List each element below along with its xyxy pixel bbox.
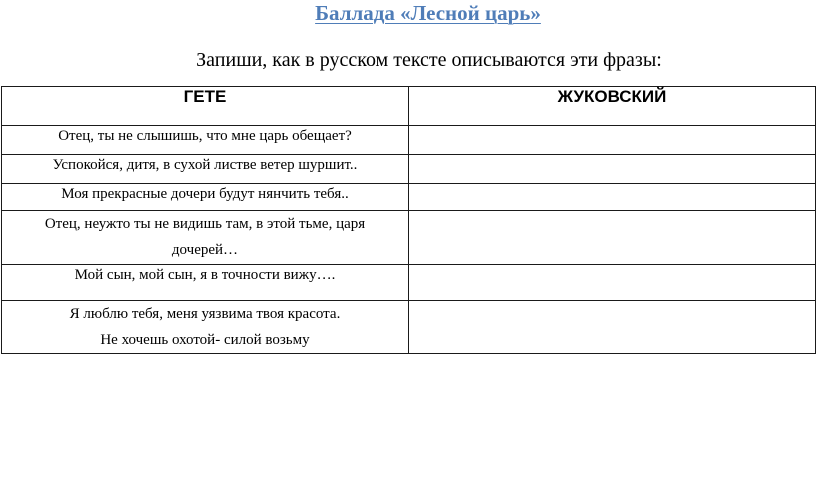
goethe-phrase-cell [2,265,409,301]
zhukovsky-answer-cell[interactable] [409,211,816,265]
document-title: Баллада «Лесной царь» [315,1,541,25]
goethe-phrase-cell [2,211,409,265]
zhukovsky-answer-cell[interactable] [409,265,816,301]
table-row [2,184,816,211]
goethe-phrase-cell [2,184,409,211]
goethe-phrase-line: Моя прекрасные дочери будут нянчить тебя.. [61,186,349,202]
goethe-phrase-cell [2,301,409,354]
goethe-phrase-line: Отец, неужто ты не видишь там, в этой тьме, царя [44,216,366,232]
zhukovsky-answer-cell[interactable] [409,301,816,354]
table-header-row [2,87,816,126]
table-row [2,265,816,301]
goethe-phrase-cell [2,155,409,184]
task-instruction: Запиши, как в русском тексте описываются эти фразы: [196,49,662,71]
goethe-phrase-line: Не хочешь охотой- силой возьму [100,332,310,348]
header-goethe: ГЕТЕ [2,87,409,126]
goethe-phrase-line: дочерей… [171,242,239,258]
goethe-phrase-line: Отец, ты не слышишь, что мне царь обещает? [58,128,352,144]
goethe-phrase-line: Успокойся, дитя, в сухой листве ветер шуршит.. [52,157,358,173]
table-row [2,211,816,265]
zhukovsky-answer-cell[interactable] [409,184,816,211]
goethe-phrase-cell [2,126,409,155]
table-row [2,301,816,354]
zhukovsky-answer-cell[interactable] [409,155,816,184]
zhukovsky-answer-cell[interactable] [409,126,816,155]
phrases-table [1,86,816,354]
table-row [2,126,816,155]
header-zhukovsky: ЖУКОВСКИЙ [409,87,816,126]
goethe-phrase-line: Я люблю тебя, меня уязвима твоя красота. [69,306,341,322]
table-row [2,155,816,184]
goethe-phrase-line: Мой сын, мой сын, я в точности вижу…. [74,267,336,283]
